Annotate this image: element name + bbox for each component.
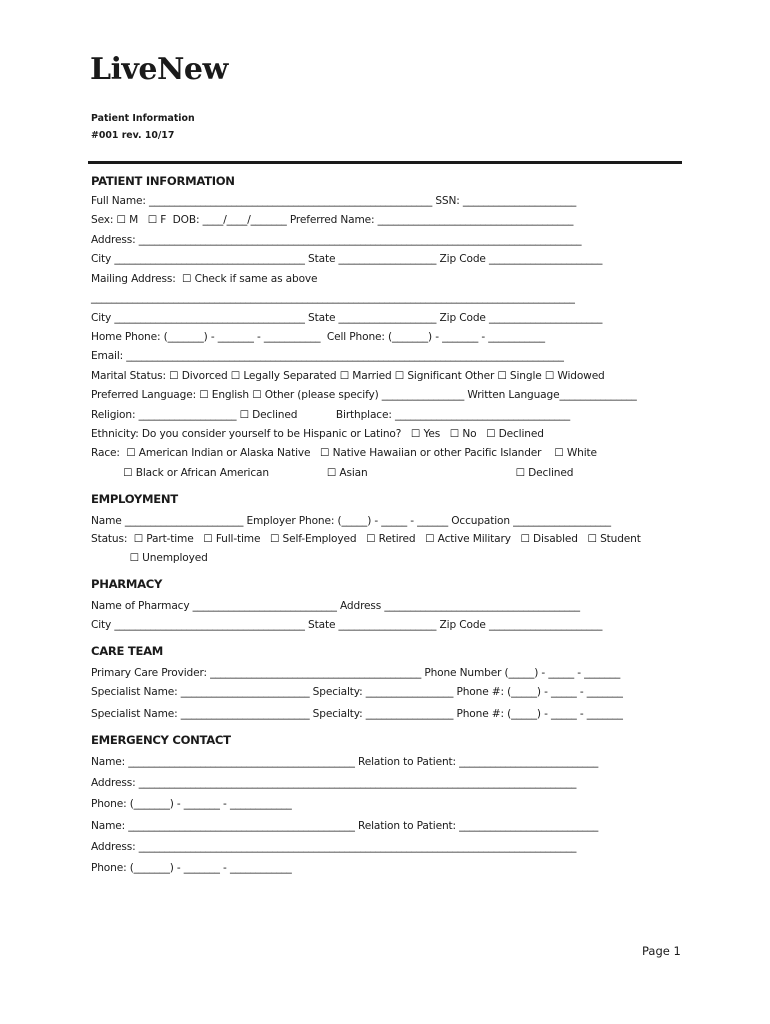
emergency-contact-heading: EMERGENCY CONTACT	[91, 733, 231, 747]
form-name: Patient Information	[91, 113, 195, 124]
employment-unemployed-line[interactable]: ☐ Unemployed	[91, 552, 208, 564]
emergency-name-line-2[interactable]: Name: ____________________________________________ Relation to Patient: ___________________________	[91, 820, 599, 832]
primary-care-line[interactable]: Primary Care Provider: _________________________________________ Phone Number (_____) - _____ - _______	[91, 667, 621, 679]
page-number: Page 1	[642, 944, 681, 958]
emergency-phone-line-1[interactable]: Phone: (_______) - _______ - ____________	[91, 798, 292, 810]
employment-status-line[interactable]: Status: ☐ Part-time ☐ Full-time ☐ Self-Employed ☐ Retired ☐ Active Military ☐ Disabled ☐ Student	[91, 533, 641, 545]
specialist-line-2[interactable]: Specialist Name: _________________________ Specialty: _________________ Phone #: (_____) - _____ - _______	[91, 708, 623, 720]
pharmacy-name-line[interactable]: Name of Pharmacy ____________________________ Address ______________________________________	[91, 600, 580, 612]
employment-name-line[interactable]: Name _______________________ Employer Phone: (_____) - _____ - ______ Occupation ___________________	[91, 515, 611, 527]
emergency-name-line-1[interactable]: Name: ____________________________________________ Relation to Patient: ___________________________	[91, 756, 599, 768]
care-team-heading: CARE TEAM	[91, 644, 164, 658]
ethnicity-line[interactable]: Ethnicity: Do you consider yourself to be Hispanic or Latino? ☐ Yes ☐ No ☐ Declined	[91, 428, 544, 440]
emergency-address-line-1[interactable]: Address: _____________________________________________________________________________________	[91, 777, 577, 789]
mailing-city-line[interactable]: City _____________________________________ State ___________________ Zip Code ______________________	[91, 312, 603, 324]
header-divider	[88, 161, 682, 164]
mailing-address-line[interactable]: Mailing Address: ☐ Check if same as above	[91, 273, 318, 285]
full-name-line[interactable]: Full Name: _______________________________________________________ SSN: ______________________	[91, 195, 577, 207]
address-line[interactable]: Address: ______________________________________________________________________________________	[91, 234, 582, 246]
patient-information-heading: PATIENT INFORMATION	[91, 174, 235, 188]
sex-dob-line[interactable]: Sex: ☐ M ☐ F DOB: ____/____/_______ Preferred Name: ______________________________________	[91, 214, 574, 226]
emergency-phone-line-2[interactable]: Phone: (_______) - _______ - ____________	[91, 862, 292, 874]
livenew-logo: LiveNew	[90, 52, 228, 87]
religion-line[interactable]: Religion: ___________________ ☐ Declined Birthplace: __________________________________	[91, 409, 570, 421]
specialist-line-1[interactable]: Specialist Name: _________________________ Specialty: _________________ Phone #: (_____) - _____ - _______	[91, 686, 623, 698]
preferred-language-line[interactable]: Preferred Language: ☐ English ☐ Other (please specify) ________________ Written Language_______________	[91, 389, 637, 401]
emergency-address-line-2[interactable]: Address: _____________________________________________________________________________________	[91, 841, 577, 853]
phone-line[interactable]: Home Phone: (_______) - _______ - ___________ Cell Phone: (_______) - _______ - ___________	[91, 331, 545, 343]
employment-heading: EMPLOYMENT	[91, 492, 178, 506]
mailing-address-blank-line[interactable]: ______________________________________________________________________________________________	[91, 292, 575, 304]
race-line-2[interactable]: ☐ Black or African American ☐ Asian ☐ Declined	[91, 467, 574, 479]
race-line-1[interactable]: Race: ☐ American Indian or Alaska Native ☐ Native Hawaiian or other Pacific Islander ☐ White	[91, 447, 597, 459]
email-line[interactable]: Email: _____________________________________________________________________________________	[91, 350, 564, 362]
city-line[interactable]: City _____________________________________ State ___________________ Zip Code ______________________	[91, 253, 603, 265]
form-code: #001 rev. 10/17	[91, 130, 175, 141]
marital-status-line[interactable]: Marital Status: ☐ Divorced ☐ Legally Separated ☐ Married ☐ Significant Other ☐ Single ☐ Widowed	[91, 370, 605, 382]
pharmacy-city-line[interactable]: City _____________________________________ State ___________________ Zip Code ______________________	[91, 619, 603, 631]
pharmacy-heading: PHARMACY	[91, 577, 163, 591]
